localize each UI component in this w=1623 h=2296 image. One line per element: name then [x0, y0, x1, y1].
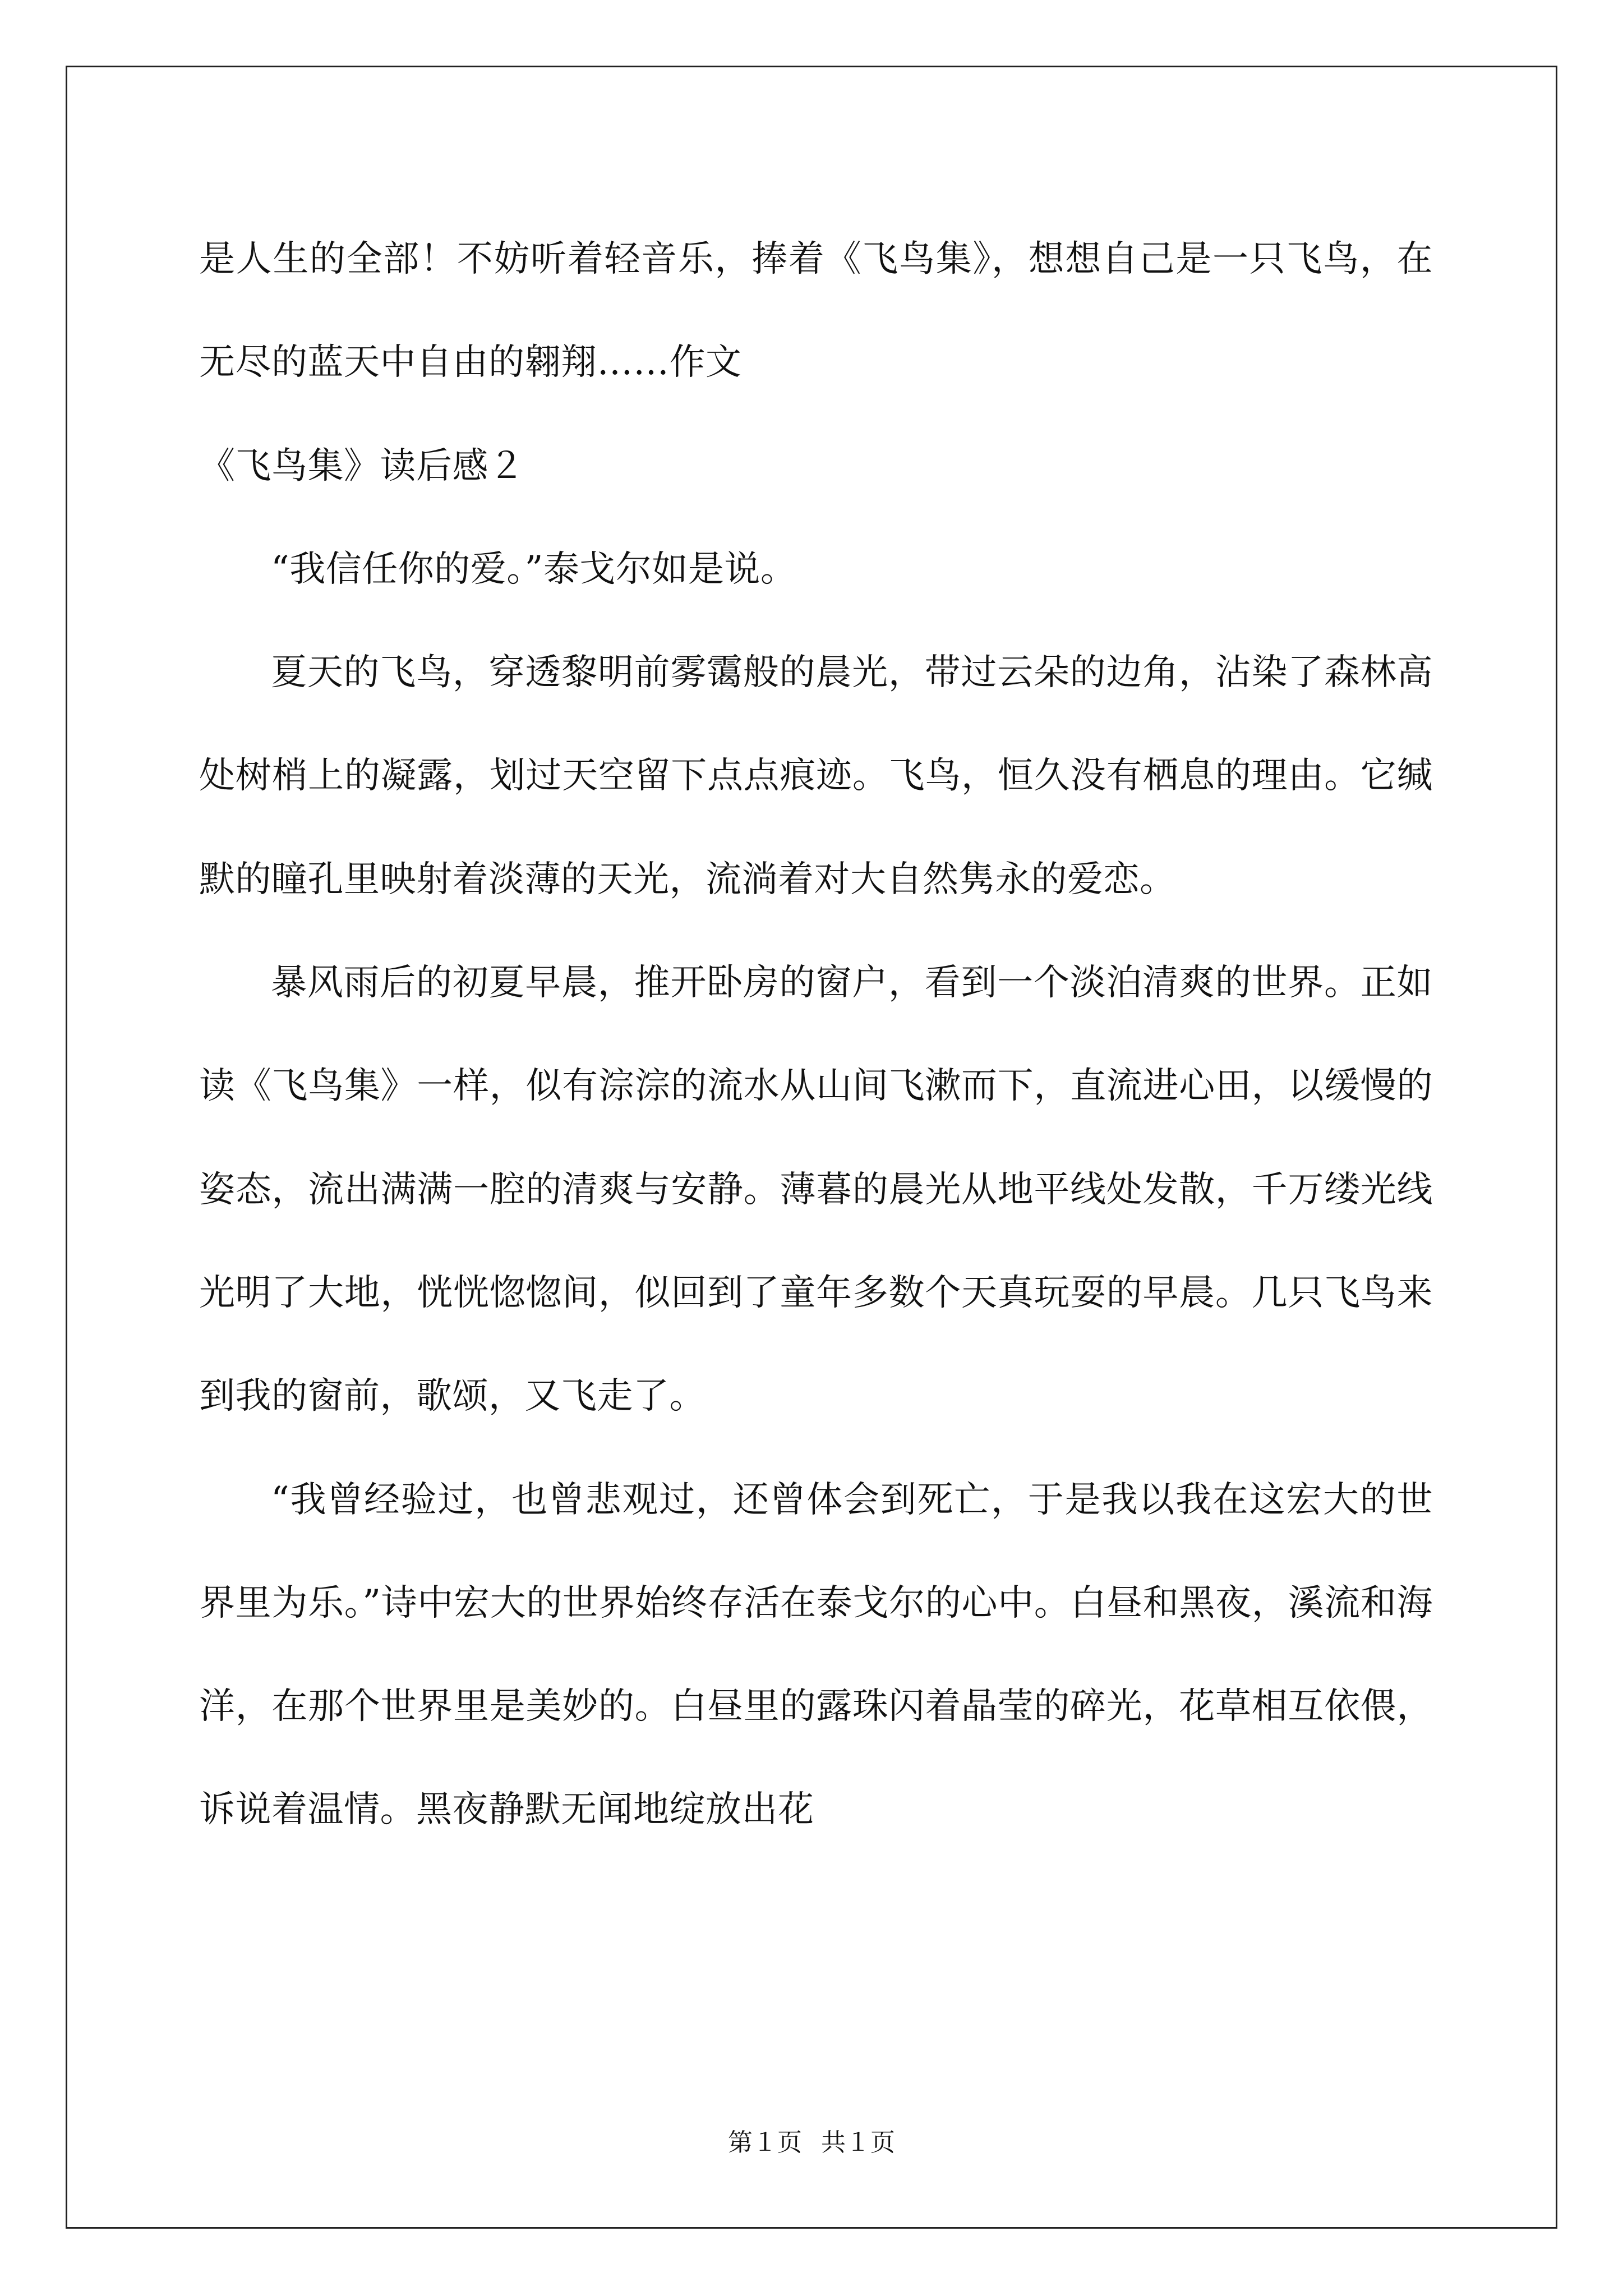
- paragraph-quote: “我信任你的爱。”泰戈尔如是说。: [271, 548, 797, 590]
- page-total: 共１页: [821, 2128, 895, 2157]
- page-number: 第１页: [728, 2128, 802, 2157]
- page-footer: [0, 2126, 1623, 2160]
- paragraph: 夏天的飞鸟，穿透黎明前雾霭般的晨光，带过云朵的边角，沾染了森林高处树梢上的凝露，划过天空留下点点痕迹。飞鸟，恒久没有栖息的理由。它缄默的瞳孔里映射着淡薄的天光，流淌着对大自然隽永的爱恋。: [199, 652, 1433, 900]
- paragraph: “我曾经验过，也曾悲观过，还曾体会到死亡，于是我以我在这宏大的世界里为乐。”诗中宏大的世界始终存活在泰戈尔的心中。白昼和黑夜，溪流和海洋，在那个世界里是美妙的。白昼里的露珠闪着晶莹的碎光，花草相互依偎，诉说着温情。黑夜静默无闻地绽放出花: [199, 1479, 1433, 1831]
- section-heading: 《飞鸟集》读后感２: [199, 445, 525, 487]
- paragraph-continuation: 是人生的全部！不妨听着轻音乐，捧着《飞鸟集》，想想自己是一只飞鸟，在无尽的蓝天中自由的翱翔……作文: [199, 238, 1433, 384]
- document-body: [199, 208, 1433, 1862]
- paragraph: 暴风雨后的初夏早晨，推开卧房的窗户，看到一个淡泊清爽的世界。正如读《飞鸟集》一样，似有淙淙的流水从山间飞漱而下，直流进心田，以缓慢的姿态，流出满满一腔的清爽与安静。薄暮的晨光从地平线处发散，千万缕光线光明了大地，恍恍惚惚间，似回到了童年多数个天真玩耍的早晨。几只飞鸟来到我的窗前，歌颂，又飞走了。: [199, 962, 1433, 1418]
